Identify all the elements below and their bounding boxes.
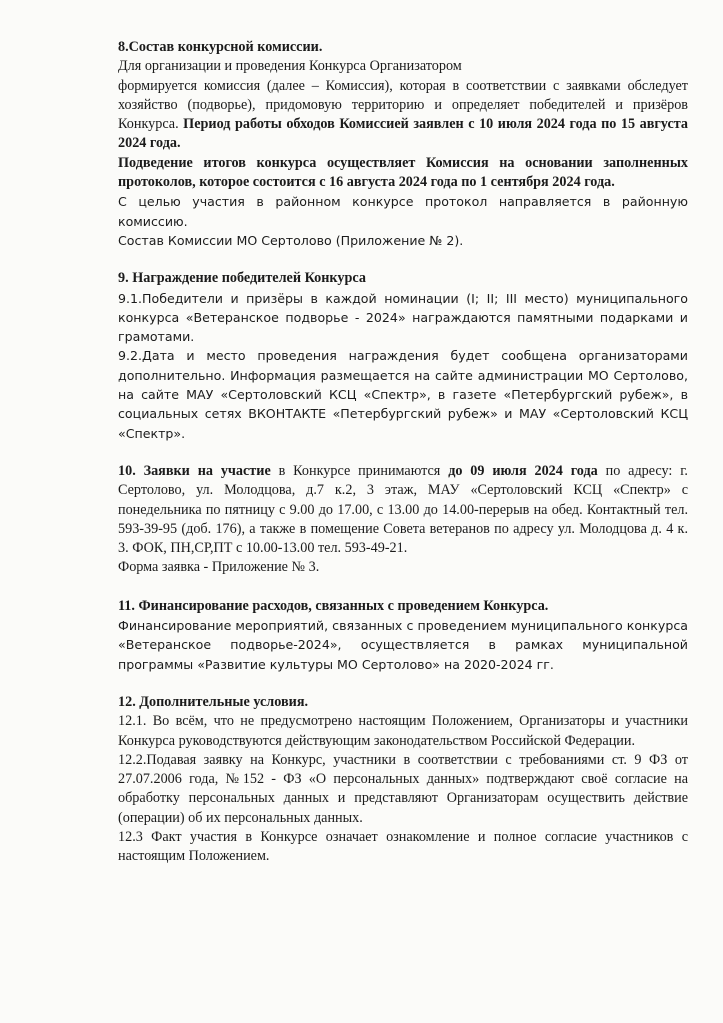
section-10-title: 10. Заявки на участие [118,462,271,479]
section-11-financing: Финансирование мероприятий, связанных с проведением муниципального конкурса «Ветеранское подворье-2024», осуществляется в рамках муниципальной программы «Развитие культуры МО Сертолово» на 2020-2024 гг. [118,618,688,672]
section-8-paragraph-1 [118,77,688,154]
section-10-applications [118,462,688,558]
section-9-2-award-info: 9.2.Дата и место проведения награждения будет сообщена организаторами дополнительно. Информация размещается на сайте администрации МО Сертолово, на сайте МАУ «Сертоловский КСЦ «Спектр», в газете «Петербургский рубеж», в социальных сетях ВКОНТАКТЕ «Петербургский рубеж» и МАУ «Сертоловский КСЦ «Спектр». [118,348,688,441]
section-12-1-legislation: 12.1. Во всём, что не предусмотрено настоящим Положением, Организаторы и участники Конкурса руководствуются действующим законодательством Российской Федерации. [118,713,688,749]
section-12-2-personal-data: 12.2.Подавая заявку на Конкурс, участники в соответствии с требованиями ст. 9 ФЗ от 27.07.2006 года, №152 - ФЗ «О персональных данных» подтверждают своё согласие на обработку персональных данных и представляют Организаторам осуществить действие (операции) об их персональных данных. [118,751,688,826]
section-9-title: 9. Награждение победителей Конкурса [118,270,366,287]
section-10-deadline: до 09 июля 2024 года [448,462,598,479]
section-10-address-contacts: по адресу: г. Сертолово, ул. Молодцова, д.7 к.2, 3 этаж, МАУ «Сертоловский КСЦ «Спектр» с понедельника по пятницу с 9.00 до 17.00, с 13.00 до 14.00-перерыв на обед. Контактный тел. 593-39-95 (доб. 176), а также в помещение Совета ветеранов по адресу ул. Молодцова д. 4 к. 3. ФОК, ПН,СР,ПТ с 10.00-13.00 тел. 593-49-21. [118,462,688,557]
section-8-inspection-period: Период работы обходов Комиссией заявлен с 10 июля 2024 года по 15 августа 2024 года. [118,116,688,152]
section-8-commission-composition: Состав Комиссии МО Сертолово (Приложение № 2). [118,232,464,248]
section-11-title: 11. Финансирование расходов, связанных с проведением Конкурса. [118,597,549,614]
document-page [118,38,688,867]
section-8-intro-line: Для организации и проведения Конкурса Организатором [118,58,462,75]
section-8-district-contest: С целью участия в районном конкурсе протокол направляется в районную комиссию. [118,194,688,229]
section-10-text-a: в Конкурсе принимаются [270,462,449,479]
section-12-title: 12. Дополнительные условия. [118,693,309,710]
section-8-commission-text: формируется комиссия (далее – Комиссия), которая в соответствии с заявками обследует хозяйство (подворье), придомовую территорию и определяет победителей и призёров Конкурса. [118,77,688,133]
section-12-3-consent: 12.3 Факт участия в Конкурсе означает ознакомление и полное согласие участников с настоящим Положением. [118,828,688,865]
section-8-results-period: Подведение итогов конкурса осуществляет Комиссия на основании заполненных протоколов, которое состоится с 16 августа 2024 года по 1 сентября 2024 года. [118,154,688,191]
section-8-title: 8.Состав конкурсной комиссии. [118,39,323,55]
section-10-form-appendix: Форма заявка - Приложение № 3. [118,559,320,576]
section-9-1-winners: 9.1.Победители и призёры в каждой номинации (I; II; III место) муниципального конкурса «Ветеранское подворье - 2024» награждаются памятными подарками и грамотами. [118,290,688,345]
